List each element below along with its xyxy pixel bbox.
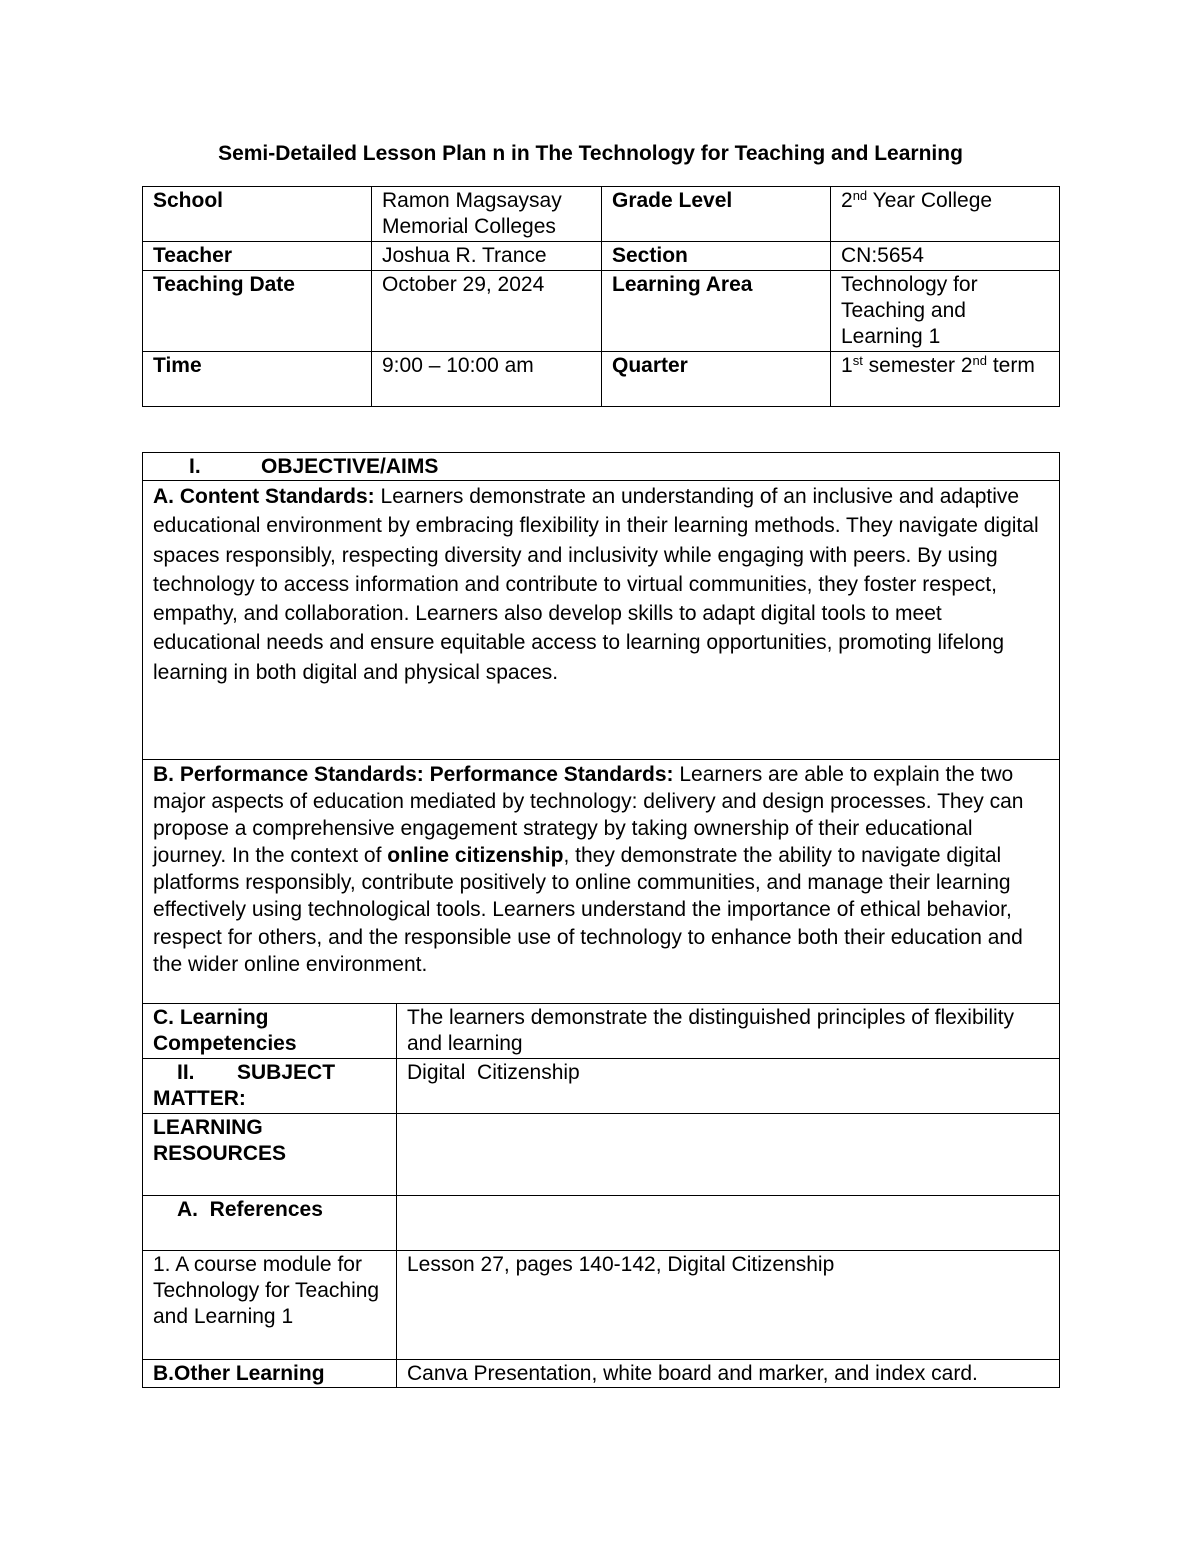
info-table — [142, 186, 1060, 407]
teaching-date-value: October 29, 2024 — [372, 271, 602, 352]
grade-level-label: Grade Level — [602, 187, 831, 242]
table-row — [143, 1004, 1060, 1059]
table-row — [143, 242, 1060, 271]
learning-area-label: Learning Area — [602, 271, 831, 352]
quarter-value: 1st semester 2nd term — [831, 352, 1060, 407]
page-title: Semi-Detailed Lesson Plan n in The Technology for Teaching and Learning — [218, 142, 963, 165]
school-value: Ramon Magsaysay Memorial Colleges — [372, 187, 602, 242]
learning-competencies-label: C. Learning Competencies — [143, 1004, 397, 1059]
table-row — [143, 187, 1060, 242]
objective-row — [143, 453, 1060, 481]
quarter-label: Quarter — [602, 352, 831, 407]
school-label: School — [143, 187, 372, 242]
course-module-label: 1. A course module for Technology for Teaching and Learning 1 — [143, 1251, 397, 1360]
section-label: Section — [602, 242, 831, 271]
learning-resources-value — [397, 1114, 1060, 1196]
table-row — [143, 271, 1060, 352]
grade-level-value: 2nd Year College — [831, 187, 1060, 242]
time-label: Time — [143, 352, 372, 407]
learning-competencies-value: The learners demonstrate the distinguished principles of flexibility and learning — [397, 1004, 1060, 1059]
teaching-date-label: Teaching Date — [143, 271, 372, 352]
table-row — [143, 1251, 1060, 1360]
performance-standards-row — [143, 760, 1060, 1004]
other-learning-value: Canva Presentation, white board and marker, and index card. — [397, 1360, 1060, 1388]
teacher-value: Joshua R. Trance — [372, 242, 602, 271]
objective-heading: I. OBJECTIVE/AIMS — [143, 453, 1060, 481]
table-row — [143, 1114, 1060, 1196]
other-learning-label: B.Other Learning — [143, 1360, 397, 1388]
teacher-label: Teacher — [143, 242, 372, 271]
course-module-value: Lesson 27, pages 140-142, Digital Citizenship — [397, 1251, 1060, 1360]
section-value: CN:5654 — [831, 242, 1060, 271]
learning-area-value: Technology for Teaching and Learning 1 — [831, 271, 1060, 352]
table-row — [143, 1059, 1060, 1114]
performance-standards: B. Performance Standards: Performance Standards: Learners are able to explain the two major aspects of education mediated by technology: delivery and design processes. They can propose a comprehensive engagement strategy by taking ownership of their educational journey. In the context of online citizenship, they demonstrate the ability to navigate digital platforms responsibly, contribute positively to online communities, and manage their learning effectively using technological tools. Learners understand the importance of ethical behavior, respect for others, and the responsible use of technology to enhance both their education and the wider online environment. — [143, 760, 1060, 1004]
content-standards-row — [143, 481, 1060, 760]
table-row — [143, 352, 1060, 407]
references-label: A. References — [143, 1196, 397, 1251]
table-row — [143, 1196, 1060, 1251]
plan-table — [142, 452, 1060, 1388]
content-standards: A. Content Standards: Learners demonstrate an understanding of an inclusive and adaptive educational environment by embracing flexibility in their learning methods. They navigate digital spaces responsibly, respecting diversity and inclusivity while engaging with peers. By using technology to access information and contribute to virtual communities, they foster respect, empathy, and collaboration. Learners also develop skills to adapt digital tools to meet educational needs and ensure equitable access to learning opportunities, promoting lifelong learning in both digital and physical spaces. — [143, 481, 1060, 760]
time-value: 9:00 – 10:00 am — [372, 352, 602, 407]
subject-matter-value: Digital Citizenship — [397, 1059, 1060, 1114]
subject-matter-label: II. SUBJECT MATTER: — [143, 1059, 397, 1114]
references-value — [397, 1196, 1060, 1251]
table-row — [143, 1360, 1060, 1388]
learning-resources-label: LEARNING RESOURCES — [143, 1114, 397, 1196]
